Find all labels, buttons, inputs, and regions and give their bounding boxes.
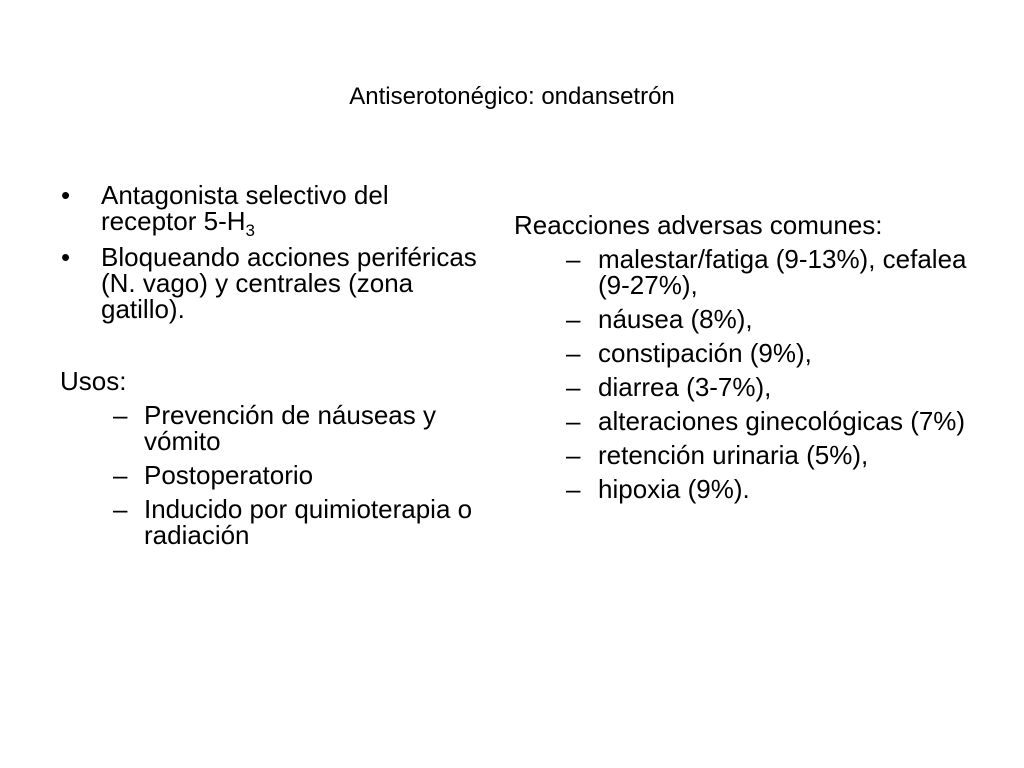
dash-marker: – xyxy=(113,460,128,490)
usos-item-text: Prevención de náuseas y vómito xyxy=(144,400,436,456)
reaccion-item xyxy=(514,374,974,400)
dash-marker: – xyxy=(566,304,581,334)
reaccion-item-text: constipación (9%), xyxy=(598,338,812,368)
usos-item xyxy=(60,402,490,454)
dash-marker: – xyxy=(113,494,128,524)
reaccion-item-text: náusea (8%), xyxy=(598,304,753,334)
slide-title: Antiserotonégico: ondansetrón xyxy=(349,83,675,110)
bullet-item-antagonista xyxy=(60,180,490,240)
dash-marker: – xyxy=(566,244,581,274)
bullet-item-bloqueando xyxy=(60,244,490,322)
reaccion-item xyxy=(514,476,974,502)
usos-item-text: Postoperatorio xyxy=(144,460,314,490)
reaccion-item-text: malestar/fatiga (9-13%), cefalea (9-27%), xyxy=(598,244,967,300)
left-column xyxy=(60,182,490,556)
bullet-marker: • xyxy=(61,180,71,210)
dash-marker: – xyxy=(566,440,581,470)
reaccion-item xyxy=(514,246,974,298)
dash-marker: – xyxy=(113,400,128,430)
dash-marker: – xyxy=(566,406,581,436)
bullet-marker: • xyxy=(61,242,71,272)
subscript-3: 3 xyxy=(245,221,255,240)
usos-item xyxy=(60,496,490,548)
spacer xyxy=(60,332,490,368)
reaccion-item xyxy=(514,442,974,468)
usos-item-text: Inducido por quimioterapia o radiación xyxy=(144,494,473,550)
dash-marker: – xyxy=(566,338,581,368)
usos-heading: Usos: xyxy=(60,366,127,396)
right-column xyxy=(514,212,974,510)
reaccion-item-text: diarrea (3-7%), xyxy=(598,372,772,402)
reaccion-item-text: alteraciones ginecológicas (7%) xyxy=(598,406,966,436)
reaccion-item-text: hipoxia (9%). xyxy=(598,474,750,504)
reacciones-heading: Reacciones adversas comunes: xyxy=(514,210,883,240)
reaccion-item-text: retención urinaria (5%), xyxy=(598,440,869,470)
usos-item xyxy=(60,462,490,488)
reaccion-item xyxy=(514,306,974,332)
dash-marker: – xyxy=(566,474,581,504)
reaccion-item xyxy=(514,340,974,366)
bullet-text: Bloqueando acciones periféricas (N. vago) y centrales (zona gatillo). xyxy=(101,242,477,324)
bullet-text: Antagonista selectivo del receptor 5-H xyxy=(101,180,389,236)
dash-marker: – xyxy=(566,372,581,402)
reaccion-item xyxy=(514,408,974,434)
